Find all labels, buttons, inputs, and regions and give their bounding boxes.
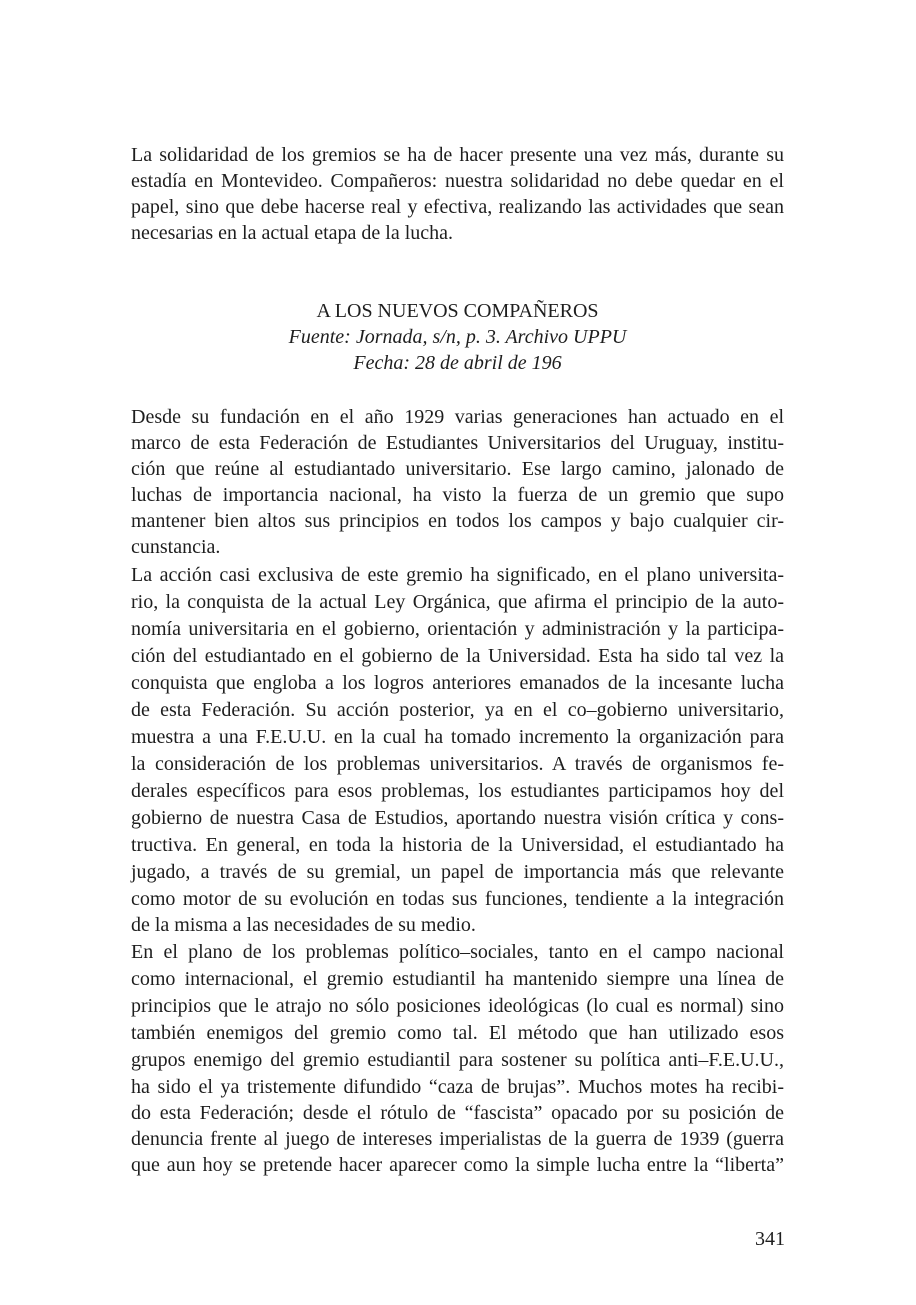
section-source: Fuente: Jornada, s/n, p. 3. Archivo UPPU xyxy=(288,326,627,348)
text-line: necesarias en la actual etapa de la lucha. xyxy=(131,222,454,244)
text-line: La solidaridad de los gremios se ha de hacer presente una vez más, durante su xyxy=(131,144,784,166)
text-line: mantener bien altos sus principios en todos los campos y bajo cualquier cir- xyxy=(131,510,784,532)
text-line: do esta Federación; desde el rótulo de “fascista” opacado por su posición de xyxy=(131,1102,784,1124)
text-line: La acción casi exclusiva de este gremio ha significado, en el plano universita- xyxy=(131,564,784,586)
section-date: Fecha: 28 de abril de 196 xyxy=(353,352,562,374)
text-line: la consideración de los problemas universitarios. A través de organismos fe- xyxy=(131,753,784,775)
text-line: denuncia frente al juego de intereses imperialistas de la guerra de 1939 (guerra xyxy=(131,1128,784,1150)
text-line: de la misma a las necesidades de su medio. xyxy=(131,914,476,936)
text-line: ha sido el ya tristemente difundido “caza de brujas”. Muchos motes ha recibi- xyxy=(131,1076,784,1098)
text-line: En el plano de los problemas político–sociales, tanto en el campo nacional xyxy=(131,941,784,963)
page-number: 341 xyxy=(755,1228,785,1250)
text-line: como internacional, el gremio estudiantil ha mantenido siempre una línea de xyxy=(131,968,784,990)
text-line: muestra a una F.E.U.U. en la cual ha tomado incremento la organización para xyxy=(131,726,784,748)
text-line: luchas de importancia nacional, ha visto la fuerza de un gremio que supo xyxy=(131,484,784,506)
text-line: marco de esta Federación de Estudiantes Universitarios del Uruguay, institu- xyxy=(131,432,784,454)
text-line: Desde su fundación en el año 1929 varias generaciones han actuado en el xyxy=(131,406,784,428)
text-line: conquista que engloba a los logros anteriores emanados de la incesante lucha xyxy=(131,672,784,694)
text-line: estadía en Montevideo. Compañeros: nuestra solidaridad no debe quedar en el xyxy=(131,170,784,192)
section-title: A LOS NUEVOS COMPAÑEROS xyxy=(316,300,599,322)
text-line: papel, sino que debe hacerse real y efectiva, realizando las actividades que sean xyxy=(131,196,784,218)
text-line: jugado, a través de su gremial, un papel de importancia más que relevante xyxy=(131,861,784,883)
text-line: como motor de su evolución en todas sus funciones, tendiente a la integración xyxy=(131,888,784,910)
text-line: grupos enemigo del gremio estudiantil para sostener su política anti–F.E.U.U., xyxy=(131,1049,784,1071)
text-line: principios que le atrajo no sólo posiciones ideológicas (lo cual es normal) sino xyxy=(131,995,784,1017)
text-line: ción que reúne al estudiantado universitario. Ese largo camino, jalonado de xyxy=(131,458,784,480)
text-line: que aun hoy se pretende hacer aparecer como la simple lucha entre la “liberta” xyxy=(131,1154,784,1176)
text-line: tructiva. En general, en toda la historia de la Universidad, el estudiantado ha xyxy=(131,834,784,856)
text-line: gobierno de nuestra Casa de Estudios, aportando nuestra visión crítica y cons- xyxy=(131,807,784,829)
text-line: rio, la conquista de la actual Ley Orgánica, que afirma el principio de la auto- xyxy=(131,591,784,613)
text-line: cunstancia. xyxy=(131,536,221,558)
text-line: ción del estudiantado en el gobierno de la Universidad. Esta ha sido tal vez la xyxy=(131,645,784,667)
text-line: de esta Federación. Su acción posterior, ya en el co–gobierno universitario, xyxy=(131,699,784,721)
text-line: nomía universitaria en el gobierno, orientación y administración y la participa- xyxy=(131,618,784,640)
text-line: también enemigos del gremio como tal. El método que han utilizado esos xyxy=(131,1022,784,1044)
text-line: derales específicos para esos problemas, los estudiantes participamos hoy del xyxy=(131,780,784,802)
